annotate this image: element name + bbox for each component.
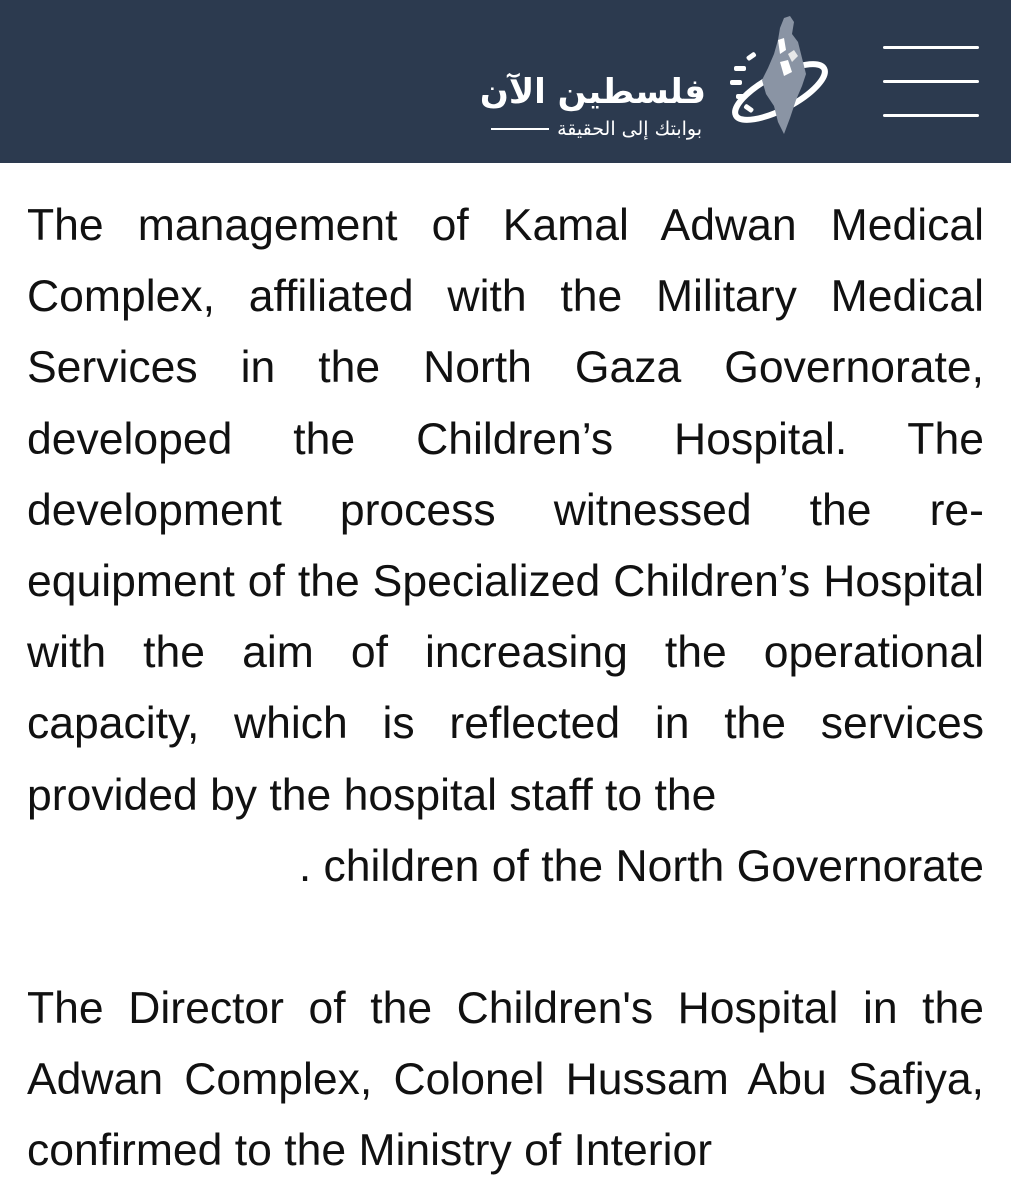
site-logo[interactable] — [448, 14, 833, 150]
article-body — [27, 190, 984, 1187]
logo-tagline — [448, 118, 702, 140]
article-paragraph — [27, 190, 984, 902]
site-header — [0, 0, 1011, 163]
menu-button[interactable] — [883, 46, 979, 118]
paragraph-text: The Director of the Children's Hospital in the Adwan Complex, Colonel Hussam Abu Safiya, confirmed to the Ministry of Interior — [27, 984, 984, 1176]
article-paragraph — [27, 973, 984, 1187]
logo-tagline-text: بوابتك إلى الحقيقة — [557, 118, 702, 140]
logo-title: فلسطين الآن — [479, 72, 706, 112]
paragraph-text: The management of Kamal Adwan Medical Complex, affiliated with the Military Medical Services in the North Gaza Governorate, developed the Children’s Hospital. The development process witnessed the re-equipment of the Specialized Children’s Hospital with the aim of increasing the operational capacity, which is reflected in the services provided by the hospital staff to the — [27, 201, 984, 820]
menu-bar — [883, 114, 979, 117]
paragraph-text-end: . children of the North Governorate — [298, 841, 984, 891]
tagline-rule — [491, 128, 549, 130]
palestine-map-logo-icon — [718, 14, 833, 139]
menu-bar — [883, 46, 979, 49]
menu-bar — [883, 80, 979, 83]
